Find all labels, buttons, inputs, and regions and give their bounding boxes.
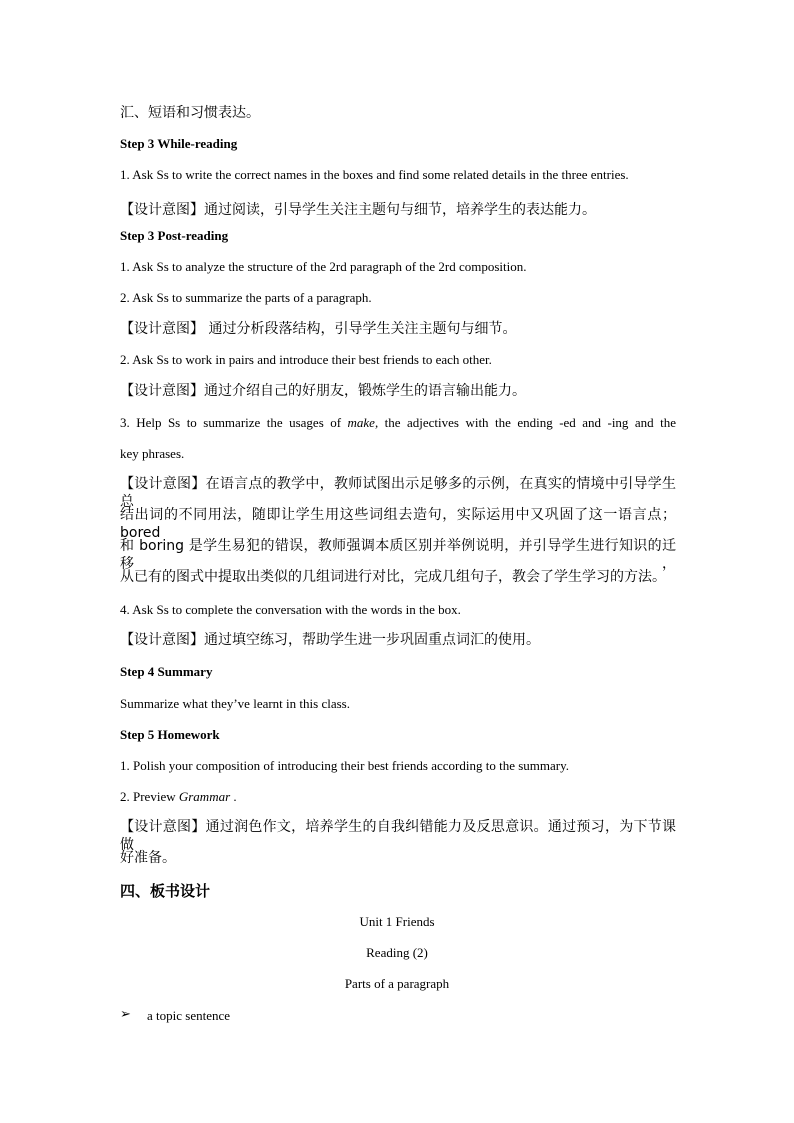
board-title: Unit 1 Friends: [359, 914, 435, 929]
design-intent-line: 好准备。: [120, 850, 176, 866]
design-intent-line: 从已有的图式中提取出类似的几组词进行对比，完成几组句子，教会了学生学习的方法。: [120, 569, 666, 585]
step-heading: Step 3 Post-reading: [120, 228, 229, 243]
text-line: [120, 415, 676, 431]
italic-term: make,: [347, 415, 379, 430]
design-intent-line: 【设计意图】通过润色作文，培养学生的自我纠错能力及反思意识。通过预习，为下节课做: [120, 819, 676, 853]
text-segment: 2. Preview: [120, 789, 179, 804]
text-line: [120, 789, 676, 805]
text-line: 4. Ask Ss to complete the conversation with the words in the box.: [120, 602, 461, 617]
design-intent-line: 【设计意图】 通过分析段落结构，引导学生关注主题句与细节。: [120, 321, 517, 337]
board-heading: Parts of a paragraph: [344, 976, 450, 991]
board-subtitle: Reading (2): [366, 945, 428, 960]
design-intent-line: 结出词的不同用法，随即让学生用这些词组去造句，实际运用中又巩固了这一语言点；bored: [120, 507, 676, 541]
design-intent-line: 【设计意图】通过介绍自己的好朋友，锻炼学生的语言输出能力。: [120, 383, 526, 399]
text-line: 1. Ask Ss to analyze the structure of the 2rd paragraph of the 2rd composition.: [120, 259, 527, 274]
text-line: 2. Ask Ss to work in pairs and introduce their best friends to each other.: [120, 352, 492, 367]
step-heading: Step 3 While-reading: [120, 136, 238, 151]
design-intent-line: 【设计意图】通过填空练习，帮助学生进一步巩固重点词汇的使用。: [120, 632, 540, 648]
text-segment: the adjectives with the ending -ed and -ing and the: [378, 415, 676, 430]
text-line: 2. Ask Ss to summarize the parts of a paragraph.: [120, 290, 372, 305]
text-line: 汇、短语和习惯表达。: [120, 105, 260, 121]
design-intent-line: 【设计意图】通过阅读，引导学生关注主题句与细节，培养学生的表达能力。: [120, 202, 596, 218]
italic-term: Grammar: [178, 789, 231, 804]
step-heading: Step 4 Summary: [120, 664, 213, 679]
arrow-bullet-icon: ➢: [120, 1007, 131, 1022]
bullet-item: a topic sentence: [147, 1008, 231, 1023]
text-line: Summarize what they’ve learnt in this class.: [120, 696, 350, 711]
text-line: 1. Polish your composition of introducing their best friends according to the summary.: [120, 758, 570, 773]
section-heading: 四、板书设计: [120, 882, 211, 900]
step-heading: Step 5 Homework: [120, 727, 220, 742]
design-intent-line: 和 boring 是学生易犯的错误，教师强调本质区别并举例说明，并引导学生进行知识的迁移，: [120, 538, 676, 572]
text-segment: .: [230, 789, 237, 804]
text-line: key phrases.: [120, 446, 185, 461]
text-segment: 3. Help Ss to summarize the usages of: [120, 415, 348, 430]
text-line: 1. Ask Ss to write the correct names in the boxes and find some related details in the three entries.: [120, 167, 629, 182]
design-intent-line: 【设计意图】在语言点的教学中，教师试图出示足够多的示例，在真实的情境中引导学生总: [120, 476, 676, 510]
